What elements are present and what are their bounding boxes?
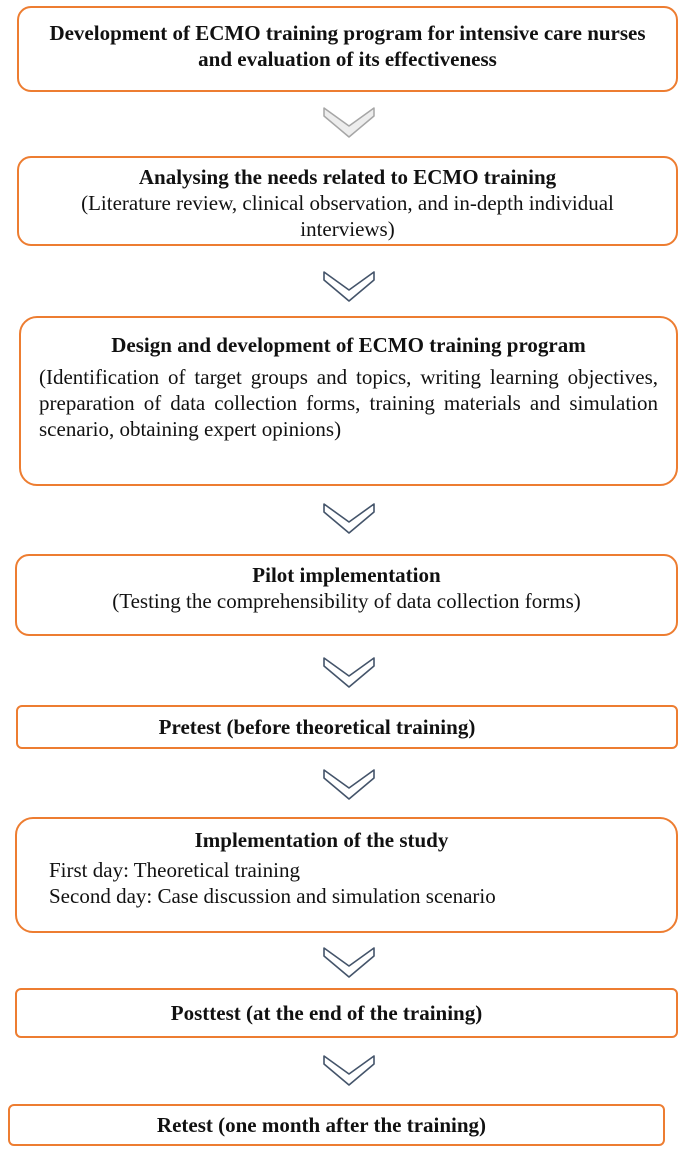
step-title-5: Pretest (before theoretical training) [158, 715, 476, 739]
step-box-8 [8, 1104, 665, 1146]
step-box-6 [15, 817, 678, 933]
step-title-1: Development of ECMO training program for intensive care nurses and evaluation of its effectiveness [49, 21, 646, 71]
step-box-1 [17, 6, 678, 92]
step-detail-6-2: Second day: Case discussion and simulation scenario [49, 884, 496, 908]
flow-arrow-4-icon [321, 652, 377, 692]
flow-arrow-1-icon [321, 102, 377, 142]
step-details-3: (Identification of target groups and topics, writing learning objectives, preparation of data collection forms, training materials and simulation scenario, obtaining expert opinions) [39, 365, 658, 441]
step-box-7 [15, 988, 678, 1038]
flow-arrow-7-icon [321, 1050, 377, 1090]
step-title-3: Design and development of ECMO training program [111, 333, 586, 357]
step-title-4: Pilot implementation [252, 563, 441, 587]
step-details-6 [31, 857, 662, 909]
step-detail-6-1: First day: Theoretical training [49, 858, 300, 882]
flow-arrow-3-icon [321, 498, 377, 538]
step-box-3 [19, 316, 678, 486]
step-details-2: (Literature review, clinical observation, and in-depth individual interviews) [81, 191, 614, 241]
flow-arrow-5-icon [321, 764, 377, 804]
step-title-2: Analysing the needs related to ECMO training [138, 165, 557, 189]
step-box-5 [16, 705, 678, 749]
flow-arrow-2-icon [321, 266, 377, 306]
step-title-8: Retest (one month after the training) [156, 1113, 487, 1137]
step-title-6: Implementation of the study [194, 828, 449, 852]
flow-arrow-6-icon [321, 942, 377, 982]
step-title-7: Posttest (at the end of the training) [170, 1001, 483, 1025]
step-details-4: (Testing the comprehensibility of data collection forms) [112, 589, 581, 613]
step-box-2 [17, 156, 678, 246]
step-box-4 [15, 554, 678, 636]
